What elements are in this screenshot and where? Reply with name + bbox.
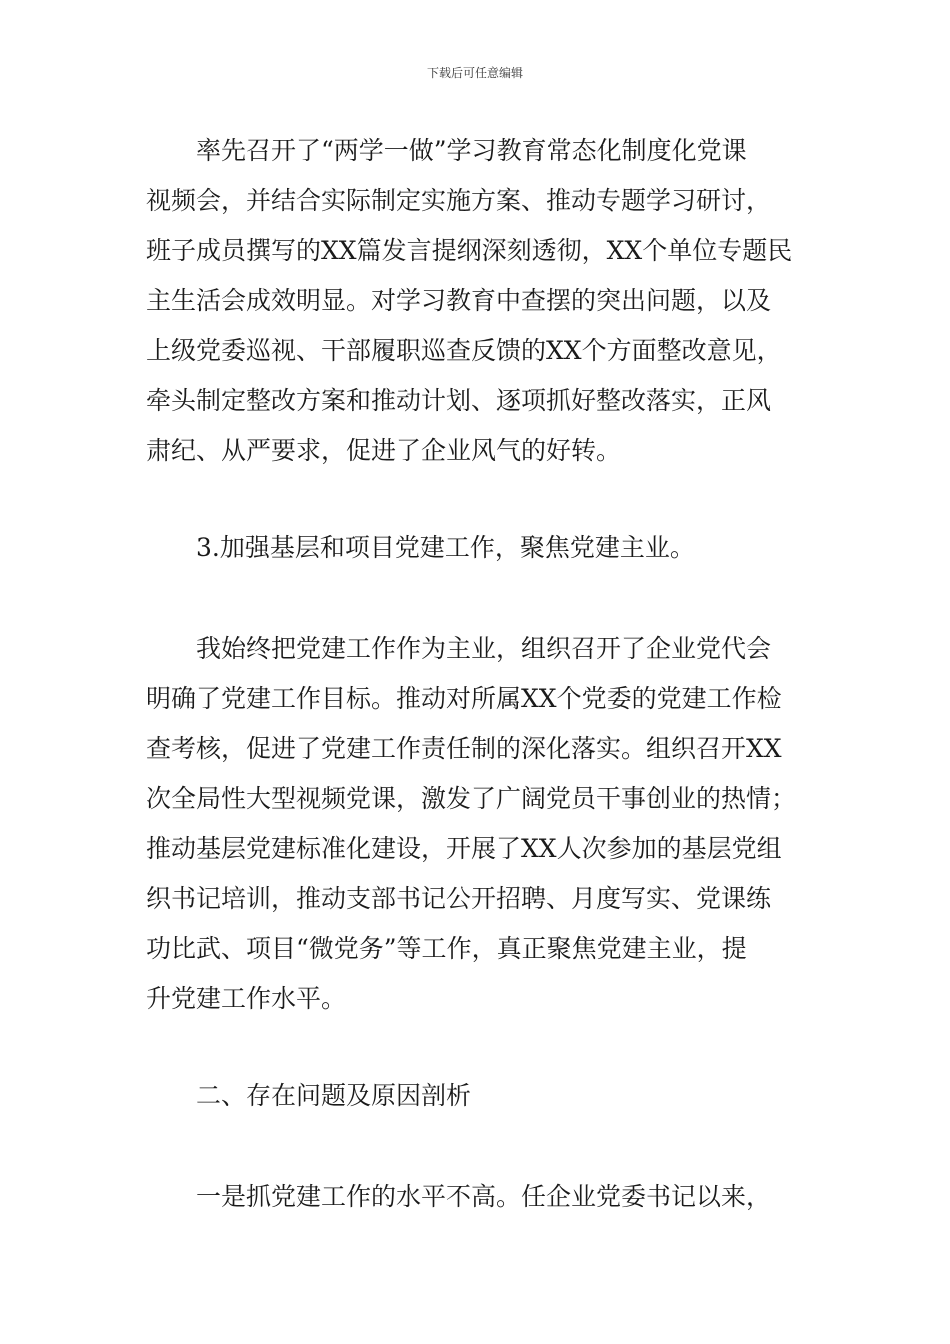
text-line: 升党建工作水平。 [146, 984, 347, 1013]
section-heading: 3.加强基层和项目党建工作，聚焦党建主业。 [196, 533, 695, 562]
text-line: 率先召开了“两学一做”学习教育常态化制度化党课 [196, 136, 747, 165]
text-line: 明确了党建工作目标。推动对所属XX个党委的党建工作检 [146, 684, 782, 713]
text-line: 班子成员撰写的XX篇发言提纲深刻透彻，XX个单位专题民 [146, 236, 793, 265]
text-line: 次全局性大型视频党课，激发了广阔党员干事创业的热情； [146, 784, 797, 813]
text-line: 主生活会成效明显。对学习教育中查摆的突出问题，以及 [146, 286, 772, 315]
section-heading: 二、存在问题及原因剖析 [196, 1081, 472, 1110]
page-header: 下载后可任意编辑 [426, 66, 523, 80]
text-line: 肃纪、从严要求，促进了企业风气的好转。 [146, 436, 622, 465]
text-line: 织书记培训，推动支部书记公开招聘、月度写实、党课练 [146, 884, 772, 913]
text-line: 牵头制定整改方案和推动计划、逐项抓好整改落实，正风 [146, 386, 772, 415]
text-line: 查考核，促进了党建工作责任制的深化落实。组织召开XX [146, 734, 782, 763]
text-line: 功比武、项目“微党务”等工作，真正聚焦党建主业，提 [146, 934, 747, 963]
text-line: 上级党委巡视、干部履职巡查反馈的XX个方面整改意见， [146, 336, 782, 365]
text-line: 视频会，并结合实际制定实施方案、推动专题学习研讨， [146, 186, 772, 215]
text-line: 一是抓党建工作的水平不高。任企业党委书记以来， [196, 1182, 772, 1211]
text-line: 推动基层党建标准化建设，开展了XX人次参加的基层党组 [146, 834, 782, 863]
text-line: 我始终把党建工作作为主业，组织召开了企业党代会 [196, 634, 772, 663]
